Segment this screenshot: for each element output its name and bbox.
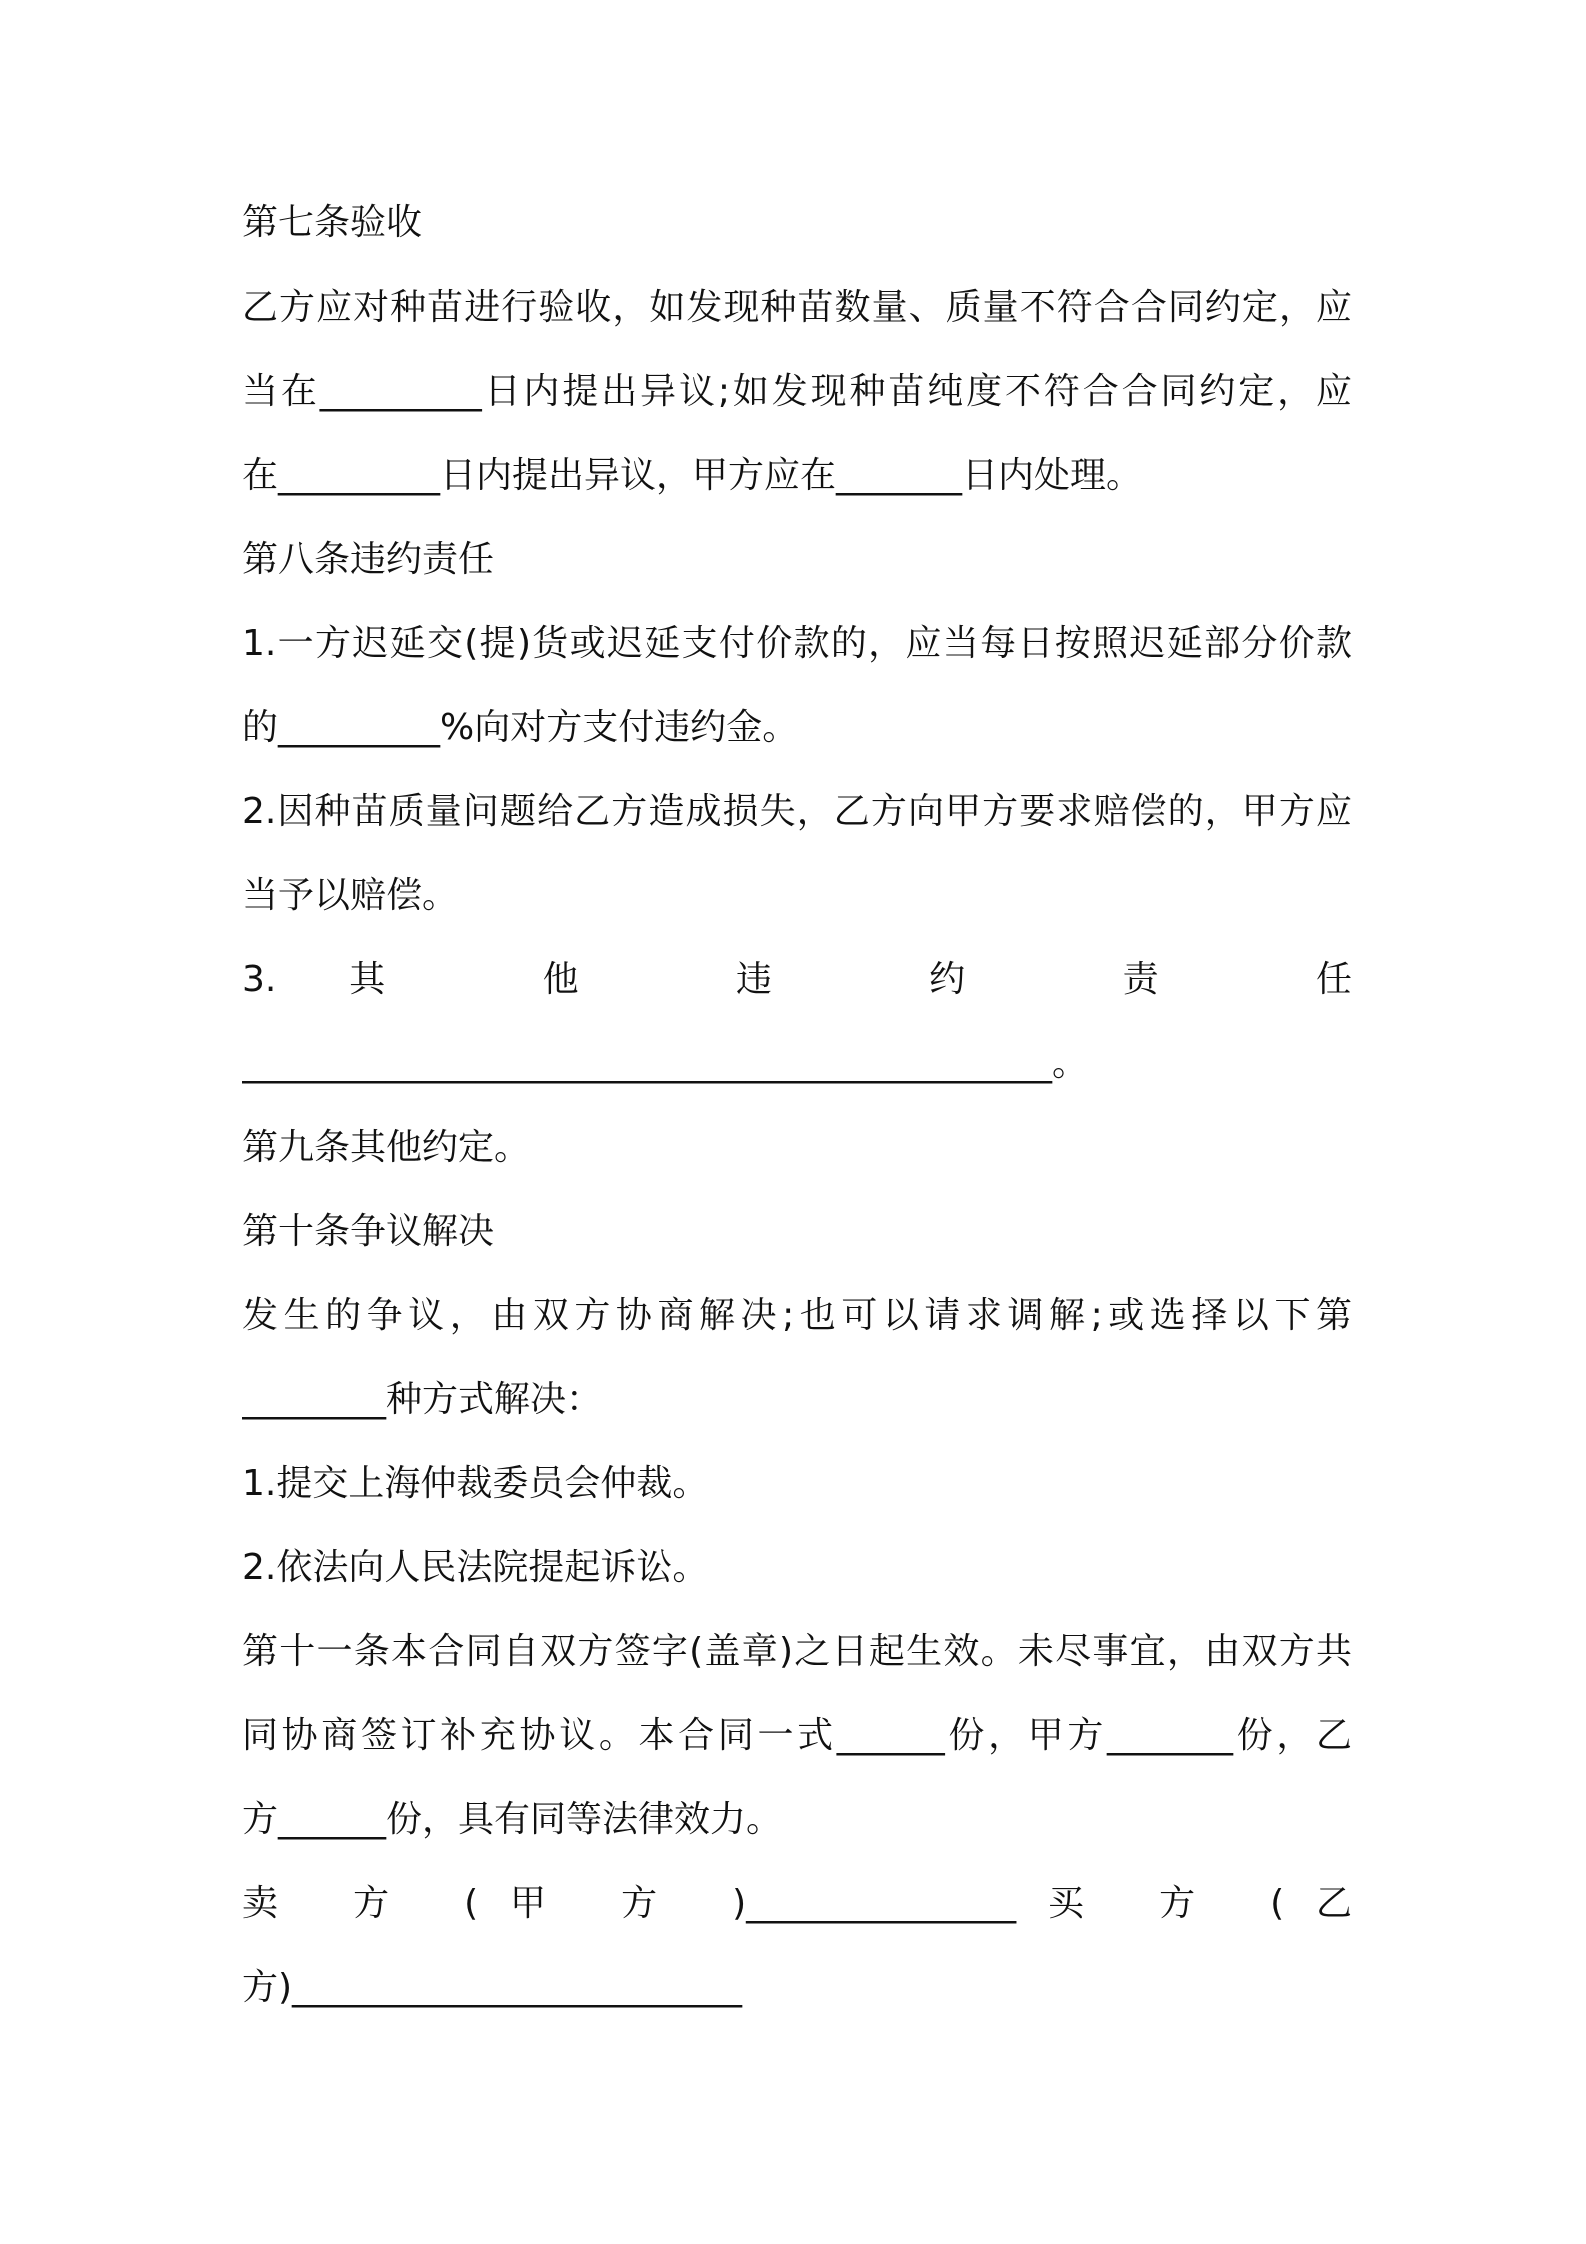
article-10-option-2: 2.依法向人民法院提起诉讼。 (242, 1547, 709, 1588)
article-8-clause-1-line-2: 的_________%向对方支付违约金。 (242, 707, 799, 748)
signature-line-2: 方)_________________________ (242, 1967, 743, 2008)
article-7-text-line-2: 当在_________日内提出异议;如发现种苗纯度不符合合同约定，应 (242, 371, 1352, 412)
article-10-text-line-1: 发生的争议，由双方协商解决;也可以请求调解;或选择以下第 (242, 1295, 1352, 1336)
article-8-clause-3-line-1: 3.其 他 违 约 责 任 (242, 959, 1352, 1000)
article-9-heading: 第九条其他约定。 (242, 1127, 531, 1168)
article-8-clause-2-line-1: 2.因种苗质量问题给乙方造成损失，乙方向甲方要求赔偿的，甲方应 (242, 791, 1352, 832)
signature-line-1: 卖 方 (甲 方 )_______________买 方 (乙 (242, 1883, 1352, 1924)
article-8-clause-3-line-2: _____________________________________________。 (242, 1043, 1088, 1084)
article-10-text-line-2: ________种方式解决： (242, 1379, 603, 1420)
article-7-text-line-1: 乙方应对种苗进行验收，如发现种苗数量、质量不符合合同约定，应 (242, 287, 1352, 328)
article-8-clause-1-line-1: 1.一方迟延交(提)货或迟延支付价款的，应当每日按照迟延部分价款 (242, 623, 1352, 664)
article-11-text-line-3: 方______份，具有同等法律效力。 (242, 1799, 783, 1840)
article-11-text-line-2: 同协商签订补充协议。本合同一式______份，甲方_______份，乙 (242, 1715, 1352, 1756)
article-11-text-line-1: 第十一条本合同自双方签字(盖章)之日起生效。未尽事宜，由双方共 (242, 1631, 1352, 1672)
article-8-heading: 第八条违约责任 (242, 539, 495, 580)
article-10-option-1: 1.提交上海仲裁委员会仲裁。 (242, 1463, 709, 1504)
article-7-text-line-3: 在_________日内提出异议，甲方应在_______日内处理。 (242, 455, 1143, 496)
article-7-heading: 第七条验收 (242, 202, 423, 243)
article-10-heading: 第十条争议解决 (242, 1211, 495, 1252)
article-8-clause-2-line-2: 当予以赔偿。 (242, 875, 459, 916)
